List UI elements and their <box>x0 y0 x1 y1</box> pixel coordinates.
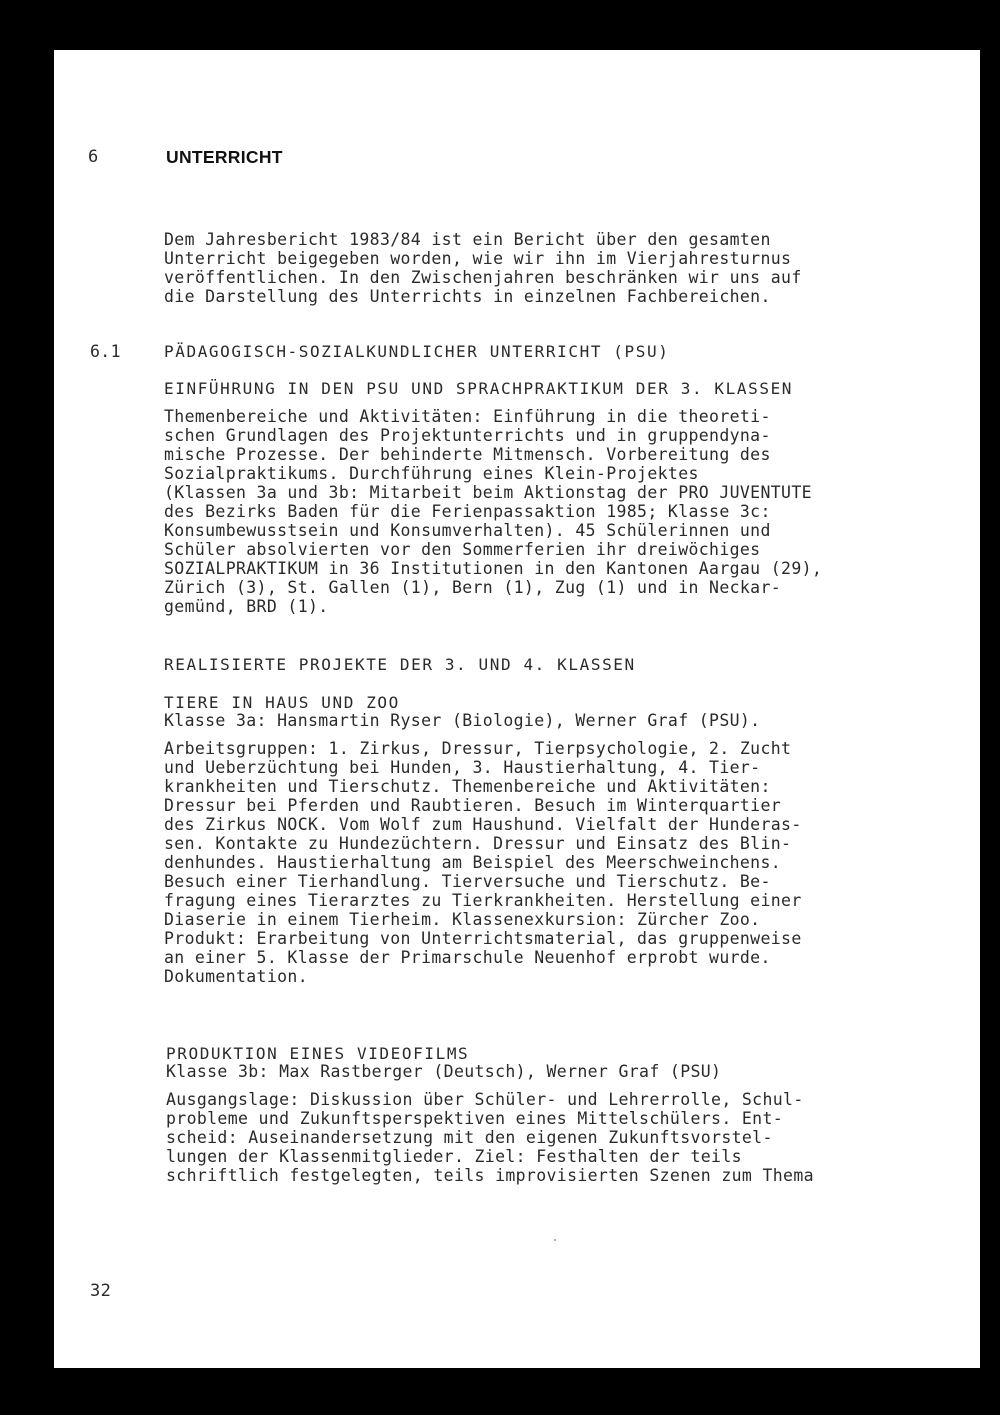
paragraph-line: und Ueberzüchtung bei Hunden, 3. Haustierhaltung, 4. Tier- <box>164 758 761 777</box>
paragraph-line: krankheiten und Tierschutz. Themenbereiche und Aktivitäten: <box>164 777 771 796</box>
tiere-paragraph <box>164 739 944 986</box>
paragraph-line: Arbeitsgruppen: 1. Zirkus, Dressur, Tierpsychologie, 2. Zucht <box>164 739 792 758</box>
projekte-heading: REALISIERTE PROJEKTE DER 3. UND 4. KLASSEN <box>164 655 636 674</box>
paragraph-line: veröffentlichen. In den Zwischenjahren beschränken wir uns auf <box>164 268 802 287</box>
paragraph-line: schriftlich festgelegten, teils improvisierten Szenen zum Thema <box>166 1166 814 1185</box>
section-title: UNTERRICHT <box>166 147 283 167</box>
tiere-klasse <box>164 711 944 730</box>
paragraph-line: Ausgangslage: Diskussion über Schüler- und Lehrerrolle, Schul- <box>166 1090 804 1109</box>
paragraph-line: gemünd, BRD (1). <box>164 597 329 616</box>
page-number: 32 <box>90 1281 112 1301</box>
document-page <box>54 50 980 1368</box>
paragraph-line: scheid: Auseinandersetzung mit den eigenen Zukunftsvorstel- <box>166 1128 773 1147</box>
paragraph-line: Dokumentation. <box>164 967 308 986</box>
paragraph-line: lungen der Klassenmitglieder. Ziel: Festhalten der teils <box>166 1147 742 1166</box>
paragraph-line: des Zirkus NOCK. Vom Wolf zum Haushund. Vielfalt der Hunderas- <box>164 815 802 834</box>
video-klasse <box>166 1062 946 1081</box>
einfuehrung-paragraph <box>164 407 944 616</box>
paragraph-line: Besuch einer Tierhandlung. Tierversuche und Tierschutz. Be- <box>164 872 771 891</box>
paragraph-line: sen. Kontakte zu Hundezüchtern. Dressur und Einsatz des Blin- <box>164 834 792 853</box>
video-heading: PRODUKTION EINES VIDEOFILMS <box>166 1044 470 1063</box>
class-line: Klasse 3b: Max Rastberger (Deutsch), Werner Graf (PSU) <box>166 1062 722 1081</box>
paragraph-line: des Bezirks Baden für die Ferienpassaktion 1985; Klasse 3c: <box>164 502 771 521</box>
paragraph-line: fragung eines Tierarztes zu Tierkrankheiten. Herstellung einer <box>164 891 802 910</box>
paragraph-line: Dressur bei Pferden und Raubtieren. Besuch im Winterquartier <box>164 796 782 815</box>
paragraph-line: schen Grundlagen des Projektunterrichts und in gruppendyna- <box>164 426 771 445</box>
paragraph-line: denhundes. Haustierhaltung am Beispiel des Meerschweinchens. <box>164 853 782 872</box>
speck-mark <box>554 1239 556 1241</box>
video-paragraph <box>166 1090 946 1185</box>
paragraph-line: (Klassen 3a und 3b: Mitarbeit beim Aktionstag der PRO JUVENTUTE <box>164 483 812 502</box>
paragraph-line: Zürich (3), St. Gallen (1), Bern (1), Zug (1) und in Neckar- <box>164 578 782 597</box>
einfuehrung-heading: EINFÜHRUNG IN DEN PSU UND SPRACHPRAKTIKUM DER 3. KLASSEN <box>164 379 794 398</box>
paragraph-line: Diaserie in einem Tierheim. Klassenexkursion: Zürcher Zoo. <box>164 910 761 929</box>
subsection-title: PÄDAGOGISCH-SOZIALKUNDLICHER UNTERRICHT (PSU) <box>164 342 670 361</box>
paragraph-line: Konsumbewusstsein und Konsumverhalten). 45 Schülerinnen und <box>164 521 771 540</box>
intro-paragraph <box>164 230 944 306</box>
section-number: 6 <box>88 147 99 167</box>
paragraph-line: probleme und Zukunftsperspektiven eines Mittelschülers. Ent- <box>166 1109 784 1128</box>
tiere-heading: TIERE IN HAUS UND ZOO <box>164 693 400 712</box>
subsection-number: 6.1 <box>90 342 121 361</box>
paragraph-line: Themenbereiche und Aktivitäten: Einführung in die theoreti- <box>164 407 771 426</box>
paragraph-line: Produkt: Erarbeitung von Unterrichtsmaterial, das gruppenweise <box>164 929 802 948</box>
paragraph-line: Sozialpraktikums. Durchführung eines Klein-Projektes <box>164 464 699 483</box>
paragraph-line: an einer 5. Klasse der Primarschule Neuenhof erprobt wurde. <box>164 948 771 967</box>
paragraph-line: Dem Jahresbericht 1983/84 ist ein Bericht über den gesamten <box>164 230 771 249</box>
class-line: Klasse 3a: Hansmartin Ryser (Biologie), Werner Graf (PSU). <box>164 711 761 730</box>
paragraph-line: die Darstellung des Unterrichts in einzelnen Fachbereichen. <box>164 287 771 306</box>
paragraph-line: mische Prozesse. Der behinderte Mitmensch. Vorbereitung des <box>164 445 771 464</box>
paragraph-line: SOZIALPRAKTIKUM in 36 Institutionen in den Kantonen Aargau (29), <box>164 559 823 578</box>
paragraph-line: Schüler absolvierten vor den Sommerferien ihr dreiwöchiges <box>164 540 761 559</box>
paragraph-line: Unterricht beigegeben worden, wie wir ihn im Vierjahresturnus <box>164 249 792 268</box>
